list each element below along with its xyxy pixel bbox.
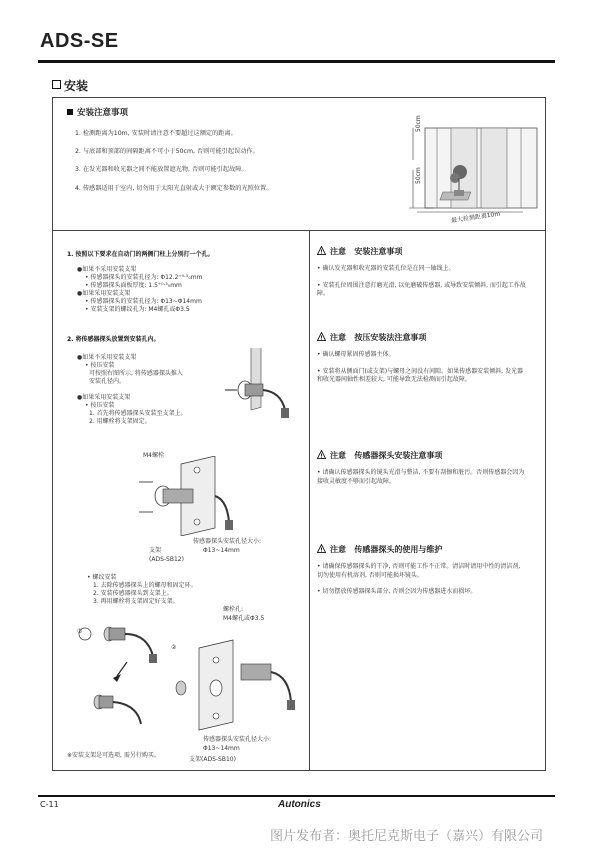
step2-line: 2. 用螺栓将支架固定。	[89, 418, 151, 425]
step1-list	[77, 266, 202, 314]
notes-title	[67, 106, 128, 118]
page-number: C-11	[40, 800, 59, 809]
caution-item: • 安装将从侧面门(或支架)与螺母之间没有间隙。如果传感器安装倾斜, 发光器和收光器间轴性相差较大, 可能导致无法检测而引起故障。	[317, 367, 523, 383]
caution-title: 传感器探头的使用与维护	[354, 545, 443, 554]
notes-box	[53, 98, 545, 231]
screw-line: 2. 安装传感器探头到支架上。	[93, 590, 173, 597]
caution-item: • 安装孔位周围注意打磨光滑, 以免磨破传感器, 或导致安装倾斜, 而引起工作故障。	[317, 281, 526, 297]
step1-title: 1. 按照以下要求在自动门的两侧门柱上分别打一个孔。	[67, 251, 214, 258]
publisher-watermark: 图片发布者：奥托尼克斯电子（嘉兴）有限公司	[270, 829, 544, 844]
caution-item: • 请确保传感器探头的干净, 否则可能工作不正常。清洁时请用中性的清洁剂, 切勿使用有机溶剂, 否则可能损坏镜头。	[317, 563, 521, 579]
step1-line: • 安装支架的螺纹孔为: M4螺孔或Φ3.5	[85, 306, 190, 313]
bolt-label: M4螺栓	[143, 452, 164, 459]
caution-block	[317, 450, 527, 486]
caution-block	[317, 544, 527, 597]
screw-line: 1. 去除传感器探头上的螺母和固定环。	[93, 582, 197, 589]
notes-item-3: 3. 在发光器和收光器之间不能放置遮光物, 否则可能引起故障。	[75, 166, 248, 173]
footnote: ※安装支架是可选项, 需另行购买。	[67, 752, 160, 759]
screw-install-figure	[77, 612, 305, 732]
warning-icon	[317, 450, 326, 459]
step2-title: 2. 将传感器探头放置到安装孔内。	[67, 336, 160, 343]
warning-icon	[317, 332, 326, 341]
step1-line: ●如果采用安装支架	[77, 290, 131, 297]
caution-item: • 确认螺母紧固传感器主体。	[317, 351, 395, 358]
diagram-top-label: 50cm	[415, 115, 422, 132]
screw-hole-label: 螺栓孔:	[223, 606, 244, 613]
section-title	[52, 77, 88, 94]
diagram-range-label: 最大检测距离10m	[450, 210, 501, 225]
caution-item: • 请确认传感器探头的镜头光滑与整洁, 不要有刮擦和脏污。否则传感器会因为接收灵敏度不够而引起故障。	[317, 469, 525, 485]
caution-block	[317, 246, 527, 299]
square-icon	[52, 80, 61, 89]
brand-logo: Autonics	[278, 799, 321, 810]
step1-line: • 传感器探头的安装孔径为: Φ13~Φ14mm	[85, 298, 202, 305]
hole-size-label: 传感器探头安装孔径大小:	[193, 538, 262, 545]
caution-tag: 注意	[330, 247, 346, 256]
step2-list	[77, 354, 187, 426]
step1-line: • 传感器探头面板厚度: 1.5⁺⁰·³₀mm	[85, 282, 182, 289]
footer-rule	[38, 795, 555, 797]
caution-heading	[317, 246, 527, 257]
step-marker-2: ②	[171, 644, 177, 651]
caution-block	[317, 332, 527, 385]
caution-item: • 切勿摆放传感器探头部分, 否则会因为传感器进水而损坏。	[317, 588, 477, 595]
caution-tag: 注意	[330, 451, 346, 460]
svg-text:!: !	[320, 453, 323, 459]
diagram-bottom-label: 50cm	[415, 167, 422, 184]
caution-item: • 确认发光器和收光器的安装孔位是在同一轴线上。	[317, 265, 455, 272]
notes-title-text: 安装注意事项	[77, 108, 129, 118]
column-divider	[309, 230, 310, 770]
step1-line: ●如果不采用安装支架	[77, 266, 137, 273]
header-rule	[38, 60, 555, 63]
bracket-label: 支架	[149, 547, 162, 554]
screw-line: • 螺纹安装	[87, 574, 117, 581]
step2-line: • 按压安装	[85, 402, 115, 409]
hole-size-value: Φ13~14mm	[203, 547, 240, 554]
step1-line: • 传感器探头的安装孔径为: Φ12.2⁺⁰·⁵₀mm	[85, 274, 203, 281]
caution-heading	[317, 332, 527, 343]
step2-line: 安装孔径内。	[89, 378, 126, 385]
bracket-mount-figure	[133, 456, 243, 536]
step2-line: 1. 首先将传感器探头安装至支架上。	[89, 410, 187, 417]
step-marker-1: ①	[77, 628, 83, 635]
warning-icon	[317, 544, 326, 553]
notes-item-4: 4. 传感器适用于室内, 切勿用于太阳光直射或大于额定参数的光照位置。	[75, 185, 273, 192]
push-install-figure	[221, 348, 303, 428]
step2-line: 可按照右图所示, 将传感器探头推入	[89, 370, 183, 377]
fig3-hole-size-value: Φ13~14mm	[203, 745, 240, 752]
caution-tag: 注意	[330, 333, 346, 342]
step2-line: ●如果不采用安装支架	[77, 354, 137, 361]
svg-text:!: !	[320, 335, 323, 341]
door-diagram	[403, 120, 543, 220]
caution-heading	[317, 544, 527, 555]
svg-text:!: !	[320, 547, 323, 553]
square-icon	[67, 109, 73, 115]
screw-line: 3. 再用螺栓将支架固定好支架。	[93, 598, 179, 605]
notes-item-2: 2. 与底部和顶部的间隔距离不可小于50cm, 否则可能引起误动作。	[75, 148, 259, 155]
bracket-model: (ADS-SB12)	[149, 556, 184, 563]
caution-heading	[317, 450, 527, 461]
fig3-hole-size-label: 传感器探头安装孔径大小:	[203, 736, 272, 743]
svg-text:!: !	[320, 249, 323, 255]
caution-title: 安装注意事项	[354, 247, 403, 256]
page-title: ADS-SE	[40, 30, 119, 52]
caution-title: 按压安装法注意事项	[354, 333, 427, 342]
warning-icon	[317, 246, 326, 255]
step2-line: • 按压安装	[85, 362, 115, 369]
caution-title: 传感器探头安装注意事项	[354, 451, 443, 460]
fig3-bracket-label: 支架(ADS-SB10)	[189, 756, 236, 763]
content-frame	[52, 97, 546, 771]
screw-hole-value: M4螺孔或Φ3.5	[223, 615, 265, 622]
notes-item-1: 1. 检测距离为10m, 安装时请注意不要超过这额定的距离。	[75, 130, 237, 137]
section-title-text: 安装	[64, 79, 89, 93]
screw-install-list	[87, 574, 197, 606]
caution-tag: 注意	[330, 545, 346, 554]
step2-line: ●如果采用安装支架	[77, 394, 131, 401]
